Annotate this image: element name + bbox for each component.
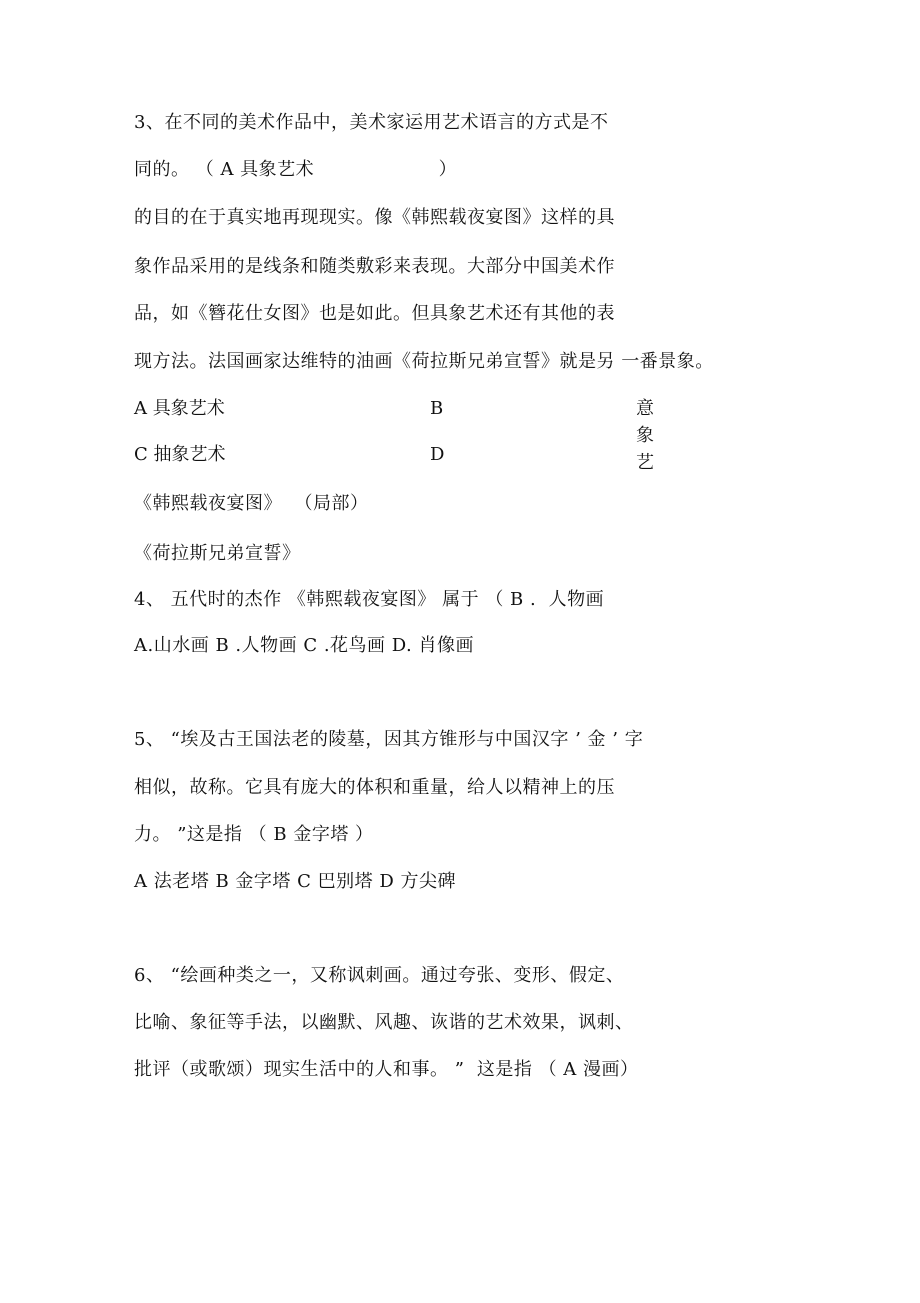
q6-line-1: 6、 “绘画种类之一，又称讽刺画。通过夸张、变形、假定、 bbox=[134, 965, 625, 986]
q3-option-d: D bbox=[430, 444, 445, 465]
q3-vertical-char-1: 意 bbox=[636, 398, 654, 419]
q3-caption-1: 《韩熙载夜宴图》 （局部） bbox=[134, 493, 369, 514]
q3-line-2: 同的。 （ A 具象艺术 ） bbox=[134, 159, 458, 180]
q3-option-a: A 具象艺术 bbox=[134, 398, 225, 419]
q3-line-1: 3、在不同的美术作品中，美术家运用艺术语言的方式是不 bbox=[134, 112, 609, 133]
q3-line-4: 象作品采用的是线条和随类敷彩来表现。大部分中国美术作 bbox=[134, 256, 615, 277]
q5-line-2: 相似，故称。它具有庞大的体积和重量，给人以精神上的压 bbox=[134, 777, 615, 798]
q5-line-1: 5、 “埃及古王国法老的陵墓，因其方锥形与中国汉字 ’ 金 ’ 字 bbox=[134, 729, 644, 750]
q3-caption-2: 《荷拉斯兄弟宣誓》 bbox=[134, 543, 301, 564]
q3-line-5: 品，如《簪花仕女图》也是如此。但具象艺术还有其他的表 bbox=[134, 303, 615, 324]
q6-line-2: 比喻、象征等手法，以幽默、风趣、诙谐的艺术效果，讽刺、 bbox=[134, 1012, 634, 1033]
q3-line-3: 的目的在于真实地再现现实。像《韩熙载夜宴图》这样的具 bbox=[134, 207, 615, 228]
q3-line-6: 现方法。法国画家达维特的油画《荷拉斯兄弟宣誓》就是另 一番景象。 bbox=[134, 351, 714, 372]
q3-vertical-char-3: 艺 bbox=[636, 452, 654, 473]
q3-vertical-char-2: 象 bbox=[636, 425, 654, 446]
q3-option-b: B bbox=[430, 398, 444, 419]
q4-line-1: 4、 五代时的杰作 《韩熙载夜宴图》 属于 （ B . 人物画 bbox=[134, 589, 605, 610]
q3-option-c: C 抽象艺术 bbox=[134, 444, 226, 465]
q4-line-2: A.山水画 B .人物画 C .花鸟画 D. 肖像画 bbox=[134, 635, 475, 656]
q5-line-4: A 法老塔 B 金字塔 C 巴别塔 D 方尖碑 bbox=[134, 871, 456, 892]
q5-line-3: 力。 ”这是指 （ B 金字塔 ） bbox=[134, 824, 374, 845]
q6-line-3: 批评（或歌颂）现实生活中的人和事。 ” 这是指 （ A 漫画） bbox=[134, 1059, 639, 1080]
